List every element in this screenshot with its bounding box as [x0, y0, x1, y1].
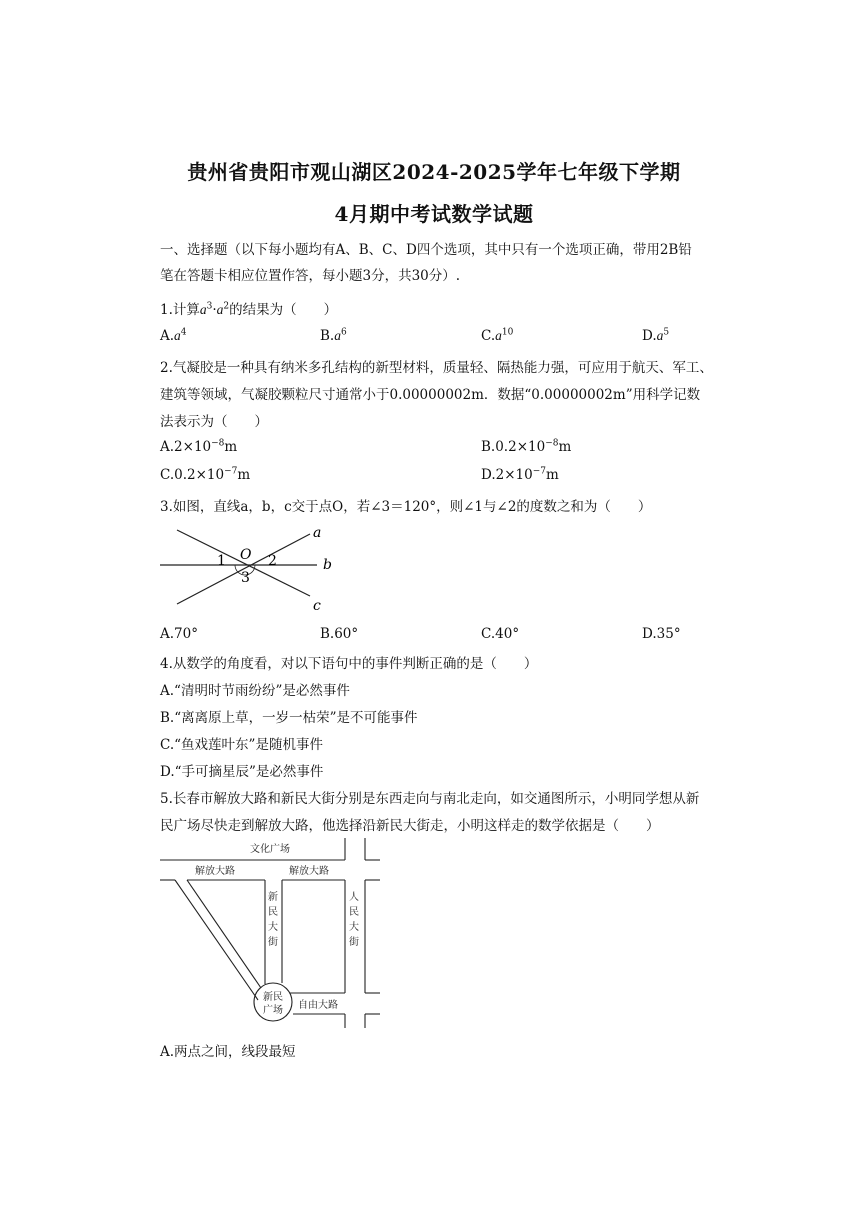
intersecting-lines-figure — [155, 518, 345, 618]
line-a — [177, 534, 310, 604]
question-3-option-a: A.70° — [160, 626, 198, 642]
ziyou-road-label: 自由大路 — [298, 1000, 338, 1011]
culture-square-label: 文化广场 — [250, 844, 290, 855]
line-c-label: c — [313, 598, 321, 614]
angle-1-label: 1 — [217, 553, 226, 569]
question-2-stem-line2: 建筑等领域，气凝胶颗粒尺寸通常小于0.00000002m．数据“0.00000002m”用科学记数 — [160, 387, 701, 403]
section-instructions-line1: 一、选择题（以下每小题均有A、B、C、D四个选项，其中只有一个选项正确，带用2B铅 — [160, 242, 692, 258]
xinmin-street-label-2: 民 — [268, 907, 278, 918]
section-instructions-line2: 笔在答题卡相应位置作答，每小题3分，共30分）. — [160, 268, 461, 284]
page-title: 贵州省贵阳市观山湖区2024-2025学年七年级下学期 — [187, 160, 681, 184]
diagonal-road-outer — [175, 880, 258, 1000]
question-4-option-c: C.“鱼戏莲叶东”是随机事件 — [160, 737, 323, 753]
xinmin-street-label-1: 新 — [268, 892, 278, 903]
question-2-stem-line1: 2.气凝胶是一种具有纳米多孔结构的新型材料，质量轻、隔热能力强，可应用于航天、军工、 — [160, 360, 713, 376]
renmin-street-label-1: 人 — [349, 892, 359, 903]
question-5-stem-line2: 民广场尽快走到解放大路，他选择沿新民大街走，小明这样走的数学依据是（ ） — [160, 818, 660, 834]
question-2-option-a: $A.2\times 10^{-8}m$ — [160, 438, 238, 455]
question-2-stem-line3: 法表示为（ ） — [160, 414, 268, 430]
question-4-option-b: B.“离离原上草，一岁一枯荣”是不可能事件 — [160, 710, 418, 726]
question-2-option-d: $D.2\times 10^{-7}m$ — [481, 466, 559, 483]
line-b-label: b — [323, 557, 332, 573]
jiefang-road-label-left: 解放大路 — [195, 866, 235, 877]
question-1-option-a: $A.a^4$ — [160, 327, 187, 344]
page-subtitle: 4月期中考试数学试题 — [334, 202, 534, 226]
question-1-option-b: $B.a^6$ — [320, 327, 347, 344]
question-5-option-a: A.两点之间，线段最短 — [160, 1044, 296, 1060]
question-4-stem: 4.从数学的角度看，对以下语句中的事件判断正确的是（ ） — [160, 656, 538, 672]
question-1-option-c: $C.a^{10}$ — [481, 327, 514, 344]
renmin-street-label-3: 大 — [349, 922, 359, 933]
line-c — [177, 530, 310, 596]
traffic-map-figure — [155, 838, 390, 1033]
question-1-stem: 1.计算$a^3\cdot a^2$的结果为（ ） — [160, 301, 338, 318]
diagonal-road-inner — [187, 880, 261, 988]
question-2-option-c: $C.0.2\times 10^{-7}m$ — [160, 466, 251, 483]
xinmin-street-label-4: 街 — [268, 937, 278, 948]
angle-3-label: 3 — [241, 570, 250, 586]
xinmin-square-label-1: 新民 — [263, 992, 283, 1003]
question-3-option-c: C.40° — [481, 626, 520, 642]
question-3-option-b: B.60° — [320, 626, 359, 642]
renmin-street-label-4: 街 — [349, 937, 359, 948]
question-1-option-d: $D.a^5$ — [642, 327, 670, 344]
renmin-street-label-2: 民 — [349, 907, 359, 918]
question-3-stem: 3.如图，直线a，b，c交于点O，若∠3＝120°，则∠1与∠2的度数之和为（ ） — [160, 499, 652, 515]
question-5-stem-line1: 5.长春市解放大路和新民大街分别是东西走向与南北走向，如交通图所示，小明同学想从新 — [160, 791, 700, 807]
angle-2-label: 2 — [268, 553, 277, 569]
question-3-option-d: D.35° — [642, 626, 681, 642]
question-2-option-b: $B.0.2\times 10^{-8}m$ — [481, 438, 572, 455]
xinmin-street-label-3: 大 — [268, 922, 278, 933]
point-o-label: O — [240, 547, 252, 563]
line-a-label: a — [313, 525, 322, 541]
xinmin-square-label-2: 广场 — [263, 1005, 283, 1016]
question-4-option-d: D.“手可摘星辰”是必然事件 — [160, 764, 324, 780]
jiefang-road-label-right: 解放大路 — [289, 866, 329, 877]
question-4-option-a: A.“清明时节雨纷纷”是必然事件 — [160, 683, 350, 699]
